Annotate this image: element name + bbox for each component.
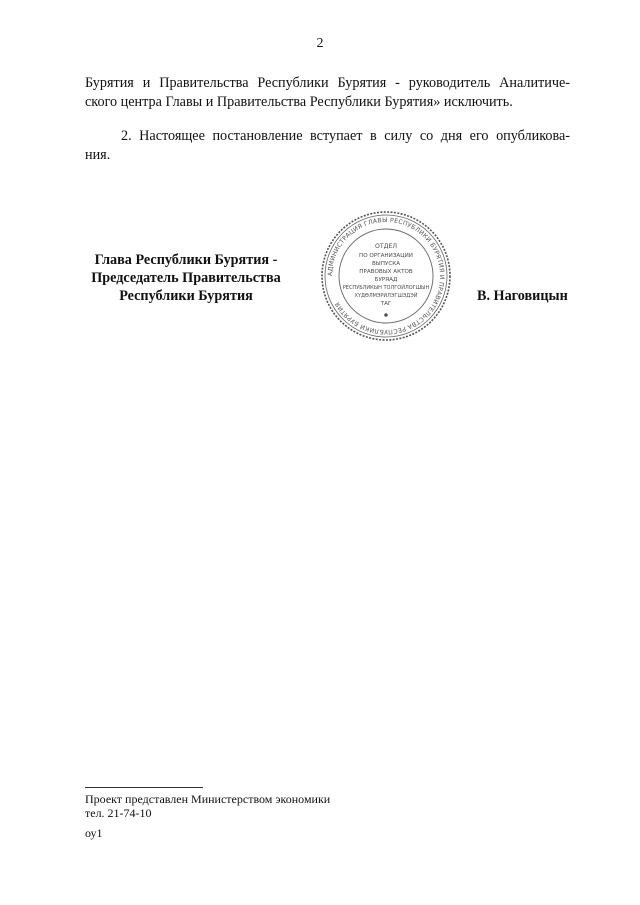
footnote-executor-code: оу1 [85,826,103,840]
stamp-outer-ring-inner [325,215,447,337]
footnote-project-source: Проект представлен Министерством экономики [85,792,331,806]
paragraph-line: Бурятия и Правительства Республики Бурятия - руководитель Аналитиче- [85,75,570,91]
page-number: 2 [316,36,324,51]
stamp-ring-text [327,217,445,335]
paragraph-exclusion-clause [85,74,570,112]
paragraph-entry-into-force [85,127,570,165]
stamp-center-line: ОТДЕЛ [374,243,398,250]
official-seal-stamp [320,210,452,342]
stamp-center-line: РЕСПУБЛИКЫН ТОЛГОЙЛОГШЫН [342,285,430,291]
footnote-phone: тел. 21-74-10 [85,806,152,820]
paragraph-line: ния. [85,147,111,163]
stamp-dot [384,313,388,317]
signatory-position-line: Республики Бурятия [119,288,253,304]
paragraph-line: 2. Настоящее постановление вступает в силу со дня его опубликова- [121,128,570,144]
stamp-center-line: ПРАВОВЫХ АКТОВ [359,269,413,275]
signatory-position [80,251,292,305]
stamp-center-text [343,243,430,307]
stamp-center-line: ВЫПУСКА [371,261,401,267]
paragraph-line: ского центра Главы и Правительства Республики Бурятия» исключить. [85,94,513,110]
footnote-divider [85,787,203,788]
stamp-center-line: ХҮДӨЛМЭРИЛЭГШЭДЭЙ [354,293,418,299]
stamp-center-line: БУРЯАД [374,277,398,283]
stamp-outer-ring [322,212,450,340]
signatory-position-line: Председатель Правительства [91,270,281,286]
stamp-center-line: ПО ОРГАНИЗАЦИИ [359,253,413,259]
signatory-position-line: Глава Республики Бурятия - [94,252,278,268]
signatory-name: В. Наговицын [477,288,568,304]
stamp-center-line: ТАГ [380,301,392,307]
stamp-ring-text-path: АДМИНИСТРАЦИЯ ГЛАВЫ РЕСПУБЛИКИ БУРЯТИЯ И ПРАВИТЕЛЬСТВА РЕСПУБЛИКИ БУРЯТИЯ [326,216,446,336]
